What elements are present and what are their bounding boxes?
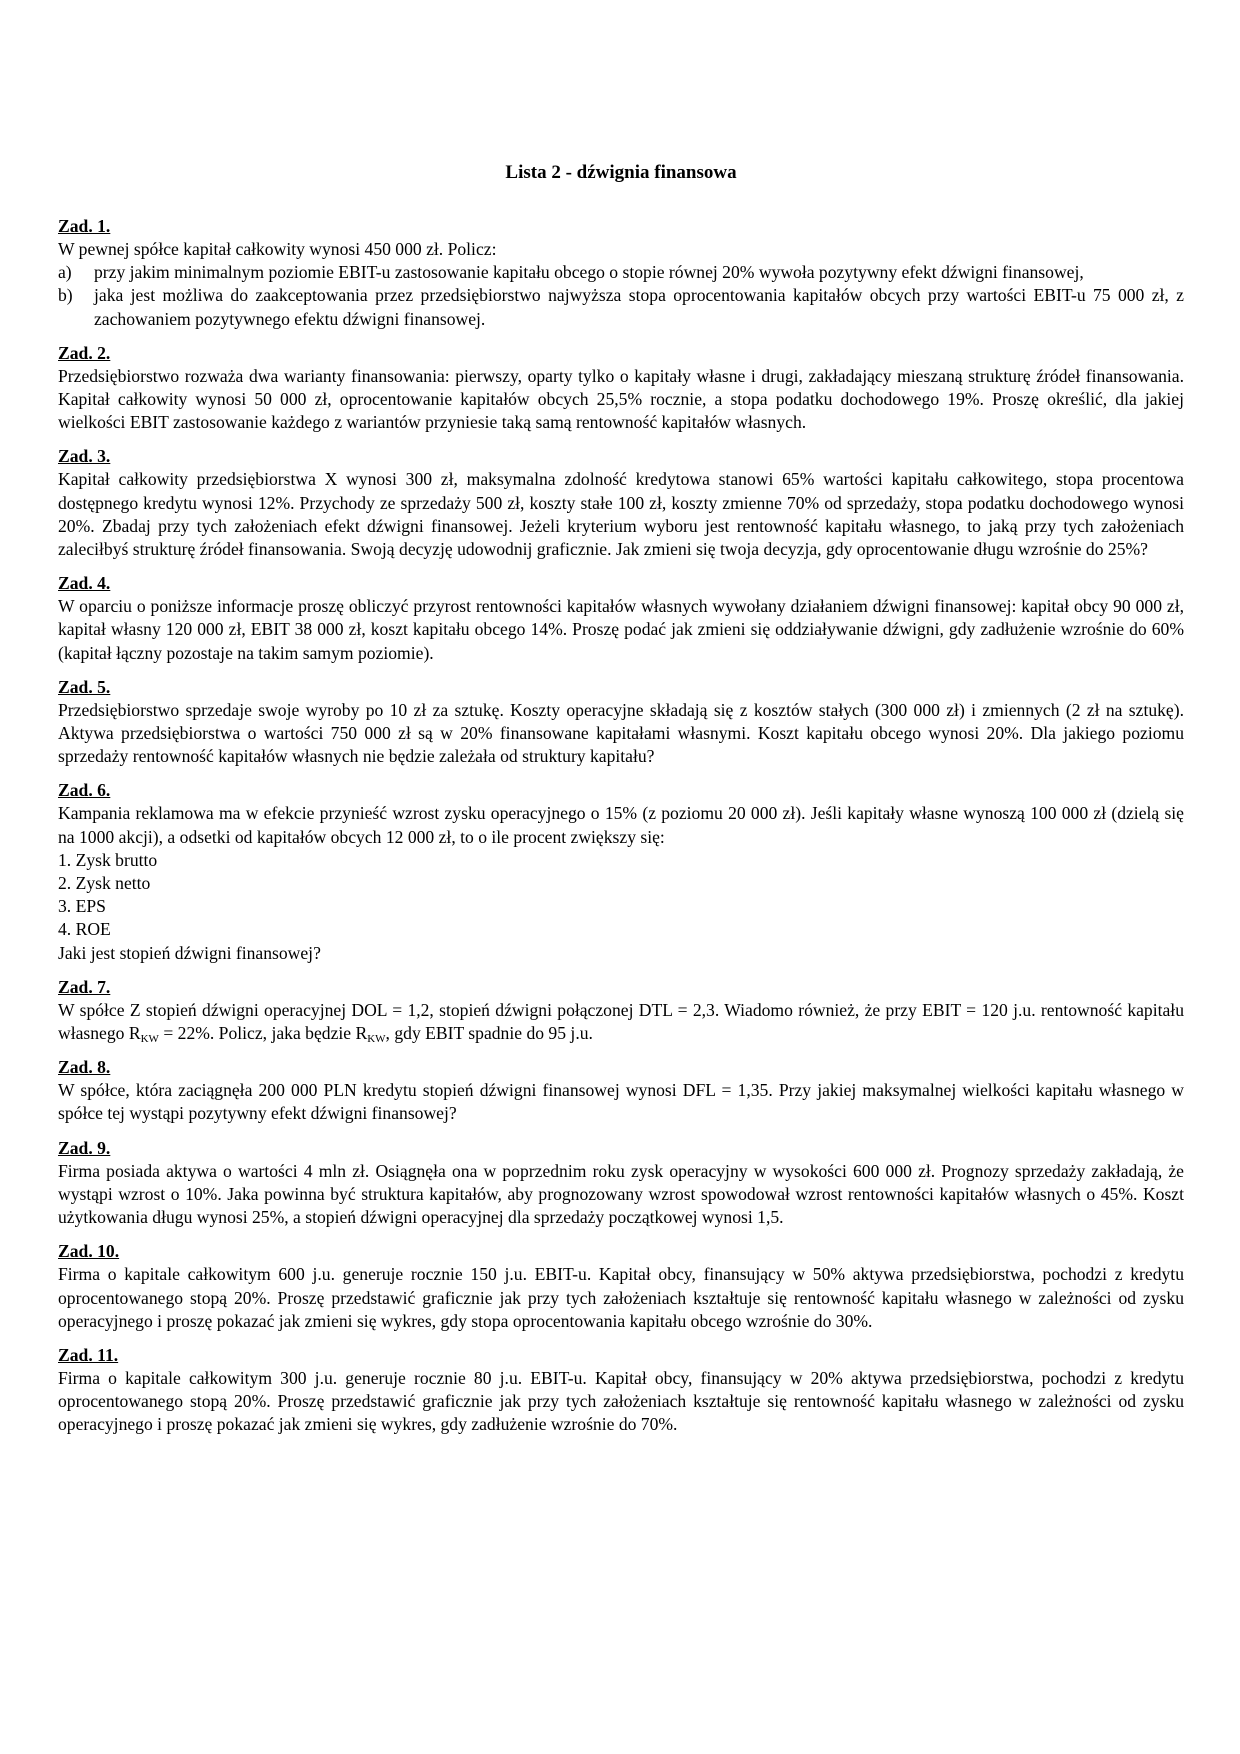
task-item-b (58, 284, 1184, 330)
item-marker: a) (58, 262, 72, 283)
task-body: Kampania reklamowa ma w efekcie przynieść wzrost zysku operacyjnego o 15% (z poziomu 20 000 zł). Jeśli kapitały własne wynoszą 100 000 zł (dzielą się na 1000 akcji), a odsetki od kapitałów obcych 12 000 zł, to o ile procent zwiększy się: (58, 803, 1184, 847)
task-line: 3. EPS (58, 896, 106, 917)
task-5 (58, 676, 1184, 769)
task-6 (58, 779, 1184, 964)
task-body-part: , gdy EBIT spadnie do 95 j.u. (385, 1023, 593, 1044)
task-10 (58, 1240, 1184, 1333)
task-body: W spółce, która zaciągnęła 200 000 PLN kredytu stopień dźwigni finansowej wynosi DFL = 1,35. Przy jakiej maksymalnej wielkości kapitału własnego w spółce tej wystąpi pozytywny efekt dźwigni finansowej? (58, 1080, 1184, 1124)
task-3 (58, 445, 1184, 561)
item-text: jaka jest możliwa do zaakceptowania przez przedsiębiorstwo najwyższa stopa oprocentowania kapitałów obcych przy wartości EBIT-u 75 000 zł, z zachowaniem pozytywnego efektu dźwigni finansowej. (94, 285, 1184, 329)
task-1 (58, 215, 1184, 331)
task-7 (58, 976, 1184, 1045)
task-heading: Zad. 6. (58, 780, 111, 801)
task-heading: Zad. 3. (58, 446, 111, 467)
task-body-part: = 22%. Policz, jaka będzie R (158, 1023, 368, 1044)
task-body: Firma o kapitale całkowitym 600 j.u. generuje rocznie 150 j.u. EBIT-u. Kapitał obcy, finansujący w 50% aktywa przedsiębiorstwa, pochodzi z kredytu oprocentowanego stopą 20%. Proszę przedstawić graficznie jak przy tych założeniach kształtuje się rentowność kapitału własnego w zależności od zysku operacyjnego i proszę pokazać jak zmieni się wykres, gdy stopa oprocentowania kapitału obcego wzrośnie do 30%. (58, 1264, 1184, 1331)
task-body: Firma posiada aktywa o wartości 4 mln zł. Osiągnęła ona w poprzednim roku zysk operacyjny w wysokości 600 000 zł. Prognozy sprzedaży zakładają, że wystąpi wzrost o 10%. Jaka powinna być struktura kapitałów, aby prognozowany wzrost spowodował wzrost rentowności kapitałów własnych o 45%. Koszt użytkowania długu wynosi 25%, a stopień dźwigni operacyjnej dla sprzedaży początkowej wynosi 1,5. (58, 1160, 1184, 1228)
task-heading: Zad. 9. (58, 1137, 111, 1158)
task-heading: Zad. 10. (58, 1241, 120, 1262)
task-intro: W pewnej spółce kapitał całkowity wynosi 450 000 zł. Policz: (58, 239, 497, 259)
task-9 (58, 1137, 1184, 1230)
item-text: przy jakim minimalnym poziomie EBIT-u zastosowanie kapitału obcego o stopie równej 20% wywoła pozytywny efekt dźwigni finansowej, (94, 262, 1084, 283)
item-marker: b) (58, 285, 73, 306)
task-heading: Zad. 7. (58, 976, 111, 997)
task-4 (58, 572, 1184, 665)
task-question: Jaki jest stopień dźwigni finansowej? (58, 942, 321, 963)
document-page (58, 160, 1184, 1448)
task-heading: Zad. 11. (58, 1344, 119, 1365)
task-heading: Zad. 4. (58, 573, 111, 594)
subscript: KW (140, 1033, 159, 1046)
task-body: Firma o kapitale całkowitym 300 j.u. generuje rocznie 80 j.u. EBIT-u. Kapitał obcy, finansujący w 20% aktywa przedsiębiorstwa, pochodzi z kredytu oprocentowanego stopą 20%. Proszę przedstawić graficznie jak przy tych założeniach kształtuje się rentowność kapitału własnego w zależności od zysku operacyjnego i proszę pokazać jak zmieni się wykres, gdy zadłużenie wzrośnie do 70%. (58, 1367, 1184, 1435)
task-line: 1. Zysk brutto (58, 849, 158, 870)
task-body: Przedsiębiorstwo sprzedaje swoje wyroby po 10 zł za sztukę. Koszty operacyjne składają się z kosztów stałych (300 000 zł) i zmiennych (2 zł na sztukę). Aktywa przedsiębiorstwa o wartości 750 000 zł są w 20% finansowane kapitałami własnymi. Koszt kapitału obcego wynosi 20%. Dla jakiego poziomu sprzedaży rentowność kapitałów własnych nie będzie zależała od struktury kapitału? (58, 699, 1184, 767)
task-body-part: W spółce Z stopień dźwigni operacyjnej DOL = 1,2, stopień dźwigni połączonej DTL = 2,3. Wiadomo również, że przy EBIT = 120 j.u. rentowność kapitału własnego R (58, 999, 1184, 1044)
task-heading: Zad. 8. (58, 1057, 111, 1078)
task-line: 2. Zysk netto (58, 873, 151, 894)
task-item-a (58, 261, 1184, 284)
subscript: KW (367, 1033, 386, 1046)
task-body: Kapitał całkowity przedsiębiorstwa X wynosi 300 zł, maksymalna zdolność kredytowa stanowi 65% wartości kapitału całkowitego, stopa procentowa dostępnego kredytu wynosi 12%. Przychody ze sprzedaży 500 zł, koszty stałe 100 zł, koszty zmienne 70% od sprzedaży, stopa podatku dochodowego wynosi 20%. Zbadaj przy tych założeniach efekt dźwigni finansowej. Jeżeli kryterium wyboru jest rentowność kapitału własnego, to jaką przy tych założeniach zaleciłbyś strukturę źródeł finansowania. Swoją decyzję udowodnij graficznie. Jak zmieni się twoja decyzja, gdy oprocentowanie długu wzrośnie do 25%? (58, 469, 1184, 560)
task-body (58, 999, 1184, 1045)
task-heading: Zad. 1. (58, 216, 111, 236)
task-heading: Zad. 5. (58, 676, 111, 697)
task-body: W oparciu o poniższe informacje proszę obliczyć przyrost rentowności kapitałów własnych wywołany działaniem dźwigni finansowej: kapitał obcy 90 000 zł, kapitał własny 120 000 zł, EBIT 38 000 zł, koszt kapitału obcego 14%. Proszę podać jak zmieni się oddziaływanie dźwigni, gdy zadłużenie wzrośnie do 60% (kapitał łączny pozostaje na takim samym poziomie). (58, 596, 1184, 663)
task-heading: Zad. 2. (58, 342, 111, 363)
page-title: Lista 2 - dźwignia finansowa (505, 162, 737, 183)
task-11 (58, 1344, 1184, 1437)
task-line: 4. ROE (58, 919, 111, 940)
task-2 (58, 342, 1184, 435)
task-items (58, 261, 1184, 331)
task-body: Przedsiębiorstwo rozważa dwa warianty finansowania: pierwszy, oparty tylko o kapitały własne i drugi, zakładający mieszaną strukturę źródeł finansowania. Kapitał całkowity wynosi 50 000 zł, oprocentowanie kapitałów obcych 25,5% rocznie, a stopa podatku dochodowego 19%. Proszę określić, dla jakiej wielkości EBIT zastosowanie każdego z wariantów przyniesie taką samą rentowność kapitałów własnych. (58, 365, 1184, 433)
task-8 (58, 1056, 1184, 1125)
